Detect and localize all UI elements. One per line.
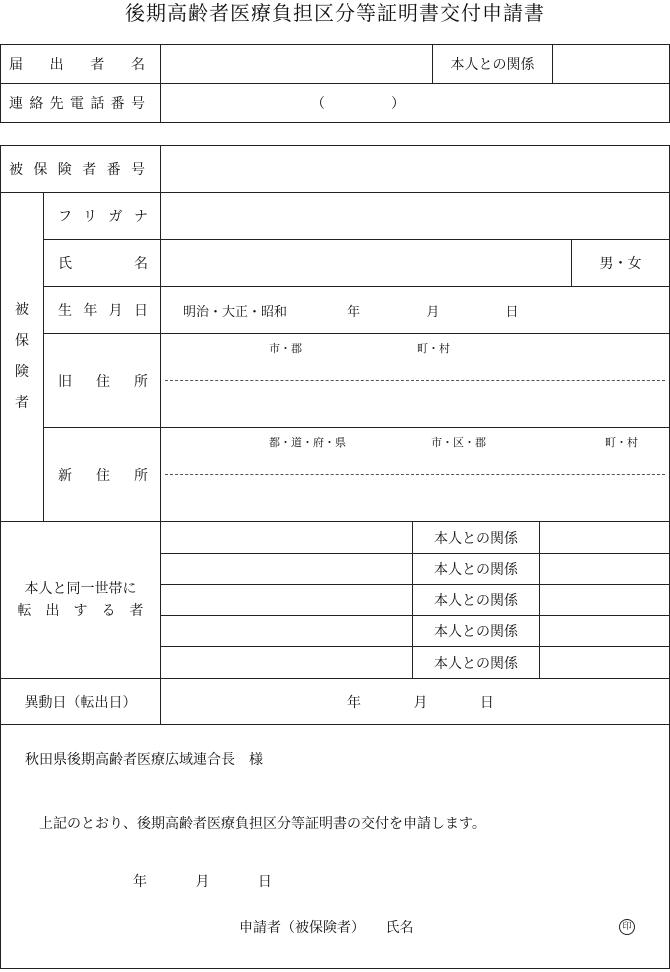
insured-number-field[interactable] — [161, 146, 670, 193]
old-city-label: 市・郡 — [269, 342, 302, 355]
household-member-2[interactable] — [161, 554, 413, 585]
insured-table — [0, 145, 670, 969]
move-date-field[interactable] — [161, 679, 670, 725]
new-pref-label: 都・道・府・県 — [269, 436, 346, 449]
era-options: 明治・大正・昭和 — [183, 304, 288, 320]
old-address-label: 旧住所 — [44, 334, 161, 428]
old-address-field[interactable] — [161, 334, 670, 428]
household-member-5[interactable] — [161, 647, 413, 679]
birth-month-label: 月 — [426, 304, 440, 320]
household-relation-1[interactable] — [540, 522, 670, 554]
relation-label: 本人との関係 — [433, 45, 553, 84]
birth-label: 生年月日 — [44, 287, 161, 334]
phone-label: 連絡先電話番号 — [1, 84, 161, 123]
furigana-label: フリガナ — [44, 193, 161, 240]
page-title: 後期高齢者医療負担区分等証明書交付申請書 — [125, 1, 545, 25]
new-address-field[interactable] — [161, 428, 670, 522]
seal-mark: 印 — [619, 919, 635, 935]
notifier-name-label: 届 出 者 名 — [1, 45, 161, 84]
notifier-name-field[interactable] — [161, 45, 433, 84]
move-date-label: 異動日（転出日） — [1, 679, 161, 725]
household-member-1[interactable] — [161, 522, 413, 554]
household-relation-2[interactable] — [540, 554, 670, 585]
relation-field[interactable] — [553, 45, 670, 84]
move-year-label: 年 — [347, 694, 361, 711]
household-relation-5[interactable] — [540, 647, 670, 679]
new-address-label: 新住所 — [44, 428, 161, 522]
insured-group-label: 被保険者 — [1, 193, 44, 522]
phone-field[interactable] — [161, 84, 670, 123]
addressee: 秋田県後期高齢者医療広域連合長 様 — [25, 752, 263, 768]
gender-field[interactable]: 男・女 — [572, 240, 670, 287]
household-relation-label-5: 本人との関係 — [413, 647, 540, 679]
birth-day-label: 日 — [505, 304, 519, 320]
household-member-4[interactable] — [161, 616, 413, 647]
household-relation-label-4: 本人との関係 — [413, 616, 540, 647]
household-relation-label-1: 本人との関係 — [413, 522, 540, 554]
statement-body: 上記のとおり、後期高齢者医療負担区分等証明書の交付を申請します。 — [39, 816, 486, 832]
birth-year-label: 年 — [347, 304, 361, 320]
furigana-field[interactable] — [161, 193, 670, 240]
old-town-label: 町・村 — [417, 342, 450, 355]
name-field[interactable] — [161, 240, 572, 287]
notifier-table — [0, 44, 670, 123]
household-member-3[interactable] — [161, 585, 413, 616]
application-date[interactable]: 年 月 日 — [133, 874, 272, 890]
name-label: 氏 名 — [44, 240, 161, 287]
new-town-label: 町・村 — [605, 436, 638, 449]
household-relation-label-2: 本人との関係 — [413, 554, 540, 585]
birth-field[interactable] — [161, 287, 670, 334]
old-address-divider — [165, 380, 665, 381]
statement-section — [1, 725, 670, 969]
household-relation-4[interactable] — [540, 616, 670, 647]
household-relation-3[interactable] — [540, 585, 670, 616]
move-day-label: 日 — [479, 694, 494, 711]
insured-number-label: 被保険者番号 — [1, 146, 161, 193]
applicant-label: 申請者（被保険者） 氏名 — [239, 920, 414, 936]
phone-template: （ ） — [311, 96, 407, 112]
move-month-label: 月 — [413, 694, 428, 711]
new-city-label: 市・区・郡 — [431, 436, 486, 449]
new-address-divider — [165, 474, 665, 475]
household-label: 本人と同一世帯に 転 出 す る 者 — [1, 522, 161, 679]
household-relation-label-3: 本人との関係 — [413, 585, 540, 616]
